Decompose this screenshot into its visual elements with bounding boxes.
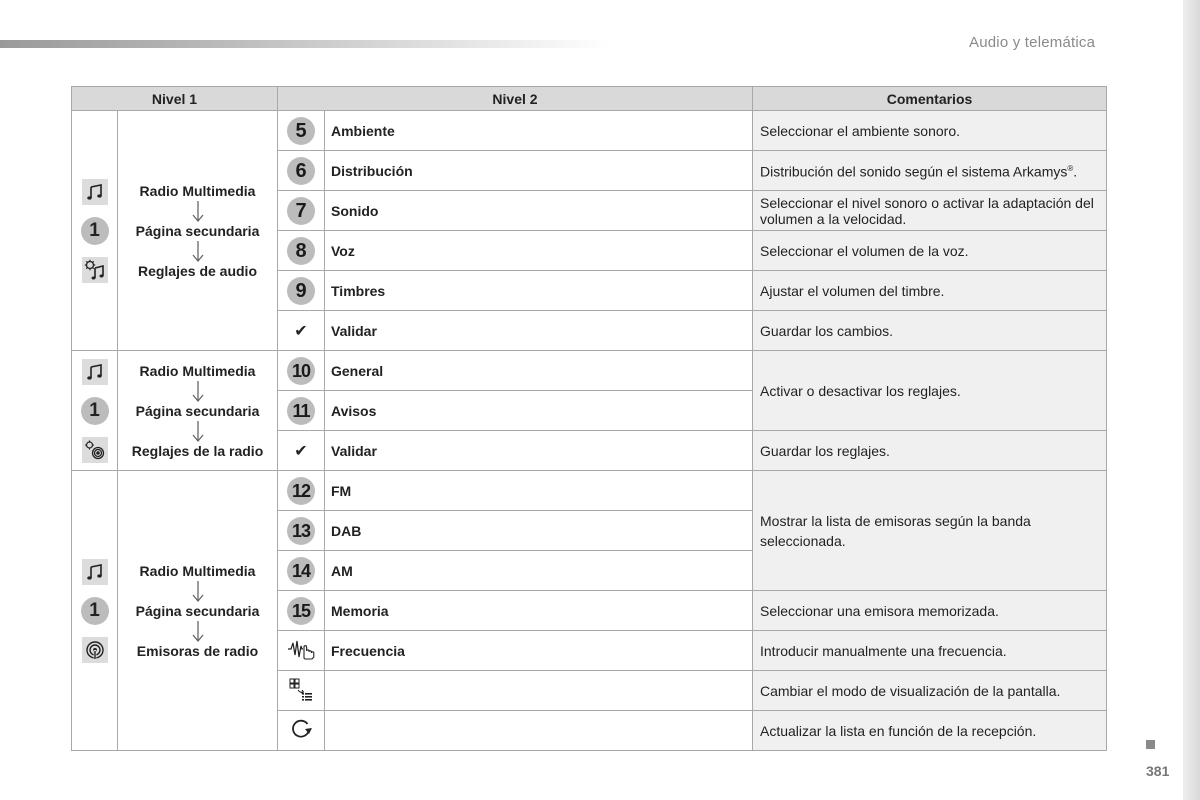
step-number-cell xyxy=(278,151,325,191)
home-button-1-icon: 1 xyxy=(81,397,109,425)
page-edge-bar xyxy=(1183,0,1200,800)
level1-path-cell xyxy=(118,111,278,351)
step-number-cell xyxy=(278,471,325,511)
comment-text: Distribución del sonido según el sistema Arkamys xyxy=(760,163,1068,180)
checkmark-cell xyxy=(278,431,325,471)
comment-cell xyxy=(753,151,1107,191)
table-header-row xyxy=(72,87,1107,111)
checkmark-icon: ✔ xyxy=(294,322,308,340)
level1-path-cell xyxy=(118,471,278,751)
nav-step-pagina-secundaria: Página secundaria xyxy=(135,222,260,239)
header-gradient-bar xyxy=(0,40,610,48)
nav-step-radio-multimedia: Radio Multimedia xyxy=(139,182,256,199)
refresh-icon-cell xyxy=(278,711,325,751)
table-row xyxy=(72,351,1107,391)
step-number-badge: 9 xyxy=(287,277,315,305)
step-number-badge: 7 xyxy=(287,197,315,225)
down-arrow-icon xyxy=(191,619,205,643)
comment-cell: Actualizar la lista en función de la recepción. xyxy=(753,711,1107,751)
menu-item-label: Distribución xyxy=(325,151,753,191)
menu-item-label: Validar xyxy=(325,431,753,471)
step-number-cell xyxy=(278,271,325,311)
home-button-1-icon: 1 xyxy=(81,217,109,245)
nav-step-radio-multimedia: Radio Multimedia xyxy=(139,562,256,579)
step-number-badge: 12 xyxy=(287,477,315,505)
music-note-icon xyxy=(82,559,108,585)
table-row xyxy=(72,111,1107,151)
down-arrow-icon xyxy=(191,379,205,403)
comment-cell: Mostrar la lista de emisoras según la banda seleccionada. xyxy=(753,471,1107,591)
menu-item-label: General xyxy=(325,351,753,391)
comment-cell: Ajustar el volumen del timbre. xyxy=(753,271,1107,311)
menu-item-label: Memoria xyxy=(325,591,753,631)
page-number: 381 xyxy=(1146,763,1170,779)
comment-cell: Activar o desactivar los reglajes. xyxy=(753,351,1107,431)
music-settings-icon xyxy=(82,257,108,283)
checkmark-icon: ✔ xyxy=(294,442,308,460)
step-number-cell xyxy=(278,591,325,631)
menu-item-label-empty xyxy=(325,671,753,711)
menu-item-label: Ambiente xyxy=(325,111,753,151)
nav-step-emisoras-radio: Emisoras de radio xyxy=(136,642,259,659)
home-button-1-icon: 1 xyxy=(81,597,109,625)
radio-station-icon xyxy=(82,637,108,663)
level1-icons-cell xyxy=(72,471,118,751)
page-marker xyxy=(1146,740,1155,749)
step-number-badge: 15 xyxy=(287,597,315,625)
step-number-cell xyxy=(278,551,325,591)
menu-item-label: AM xyxy=(325,551,753,591)
step-number-badge: 11 xyxy=(287,397,315,425)
down-arrow-icon xyxy=(191,419,205,443)
col-header-comentarios: Comentarios xyxy=(753,87,1107,111)
step-number-badge: 5 xyxy=(287,117,315,145)
step-number-badge: 10 xyxy=(287,357,315,385)
nav-step-reglajes-audio: Reglajes de audio xyxy=(137,262,258,279)
frequency-touch-icon xyxy=(287,638,315,660)
comment-cell: Seleccionar una emisora memorizada. xyxy=(753,591,1107,631)
refresh-icon xyxy=(288,716,314,742)
nav-step-radio-multimedia: Radio Multimedia xyxy=(139,362,256,379)
menu-item-label: DAB xyxy=(325,511,753,551)
col-header-nivel2: Nivel 2 xyxy=(278,87,753,111)
menu-item-label: Validar xyxy=(325,311,753,351)
level1-path-cell xyxy=(118,351,278,471)
col-header-nivel1: Nivel 1 xyxy=(72,87,278,111)
step-number-cell xyxy=(278,231,325,271)
level1-icons-cell xyxy=(72,351,118,471)
nav-step-pagina-secundaria: Página secundaria xyxy=(135,402,260,419)
down-arrow-icon xyxy=(191,579,205,603)
down-arrow-icon xyxy=(191,199,205,223)
comment-tail: . xyxy=(1073,163,1078,180)
menu-item-label: Sonido xyxy=(325,191,753,231)
menu-item-label: FM xyxy=(325,471,753,511)
display-mode-icon-cell xyxy=(278,671,325,711)
display-mode-icon xyxy=(288,677,314,701)
level1-icons-cell xyxy=(72,111,118,351)
frequency-icon-cell xyxy=(278,631,325,671)
settings-menu-table xyxy=(71,86,1107,751)
down-arrow-icon xyxy=(191,239,205,263)
comment-cell: Seleccionar el volumen de la voz. xyxy=(753,231,1107,271)
step-number-badge: 14 xyxy=(287,557,315,585)
step-number-badge: 6 xyxy=(287,157,315,185)
comment-cell: Seleccionar el nivel sonoro o activar la adaptación del volumen a la velocidad. xyxy=(753,191,1107,231)
music-note-icon xyxy=(82,359,108,385)
step-number-cell xyxy=(278,511,325,551)
menu-item-label-empty xyxy=(325,711,753,751)
step-number-cell xyxy=(278,111,325,151)
step-number-cell xyxy=(278,391,325,431)
comment-cell: Introducir manualmente una frecuencia. xyxy=(753,631,1107,671)
menu-item-label: Frecuencia xyxy=(325,631,753,671)
step-number-cell xyxy=(278,351,325,391)
music-note-icon xyxy=(82,179,108,205)
nav-step-pagina-secundaria: Página secundaria xyxy=(135,602,260,619)
comment-cell: Seleccionar el ambiente sonoro. xyxy=(753,111,1107,151)
radio-settings-icon xyxy=(82,437,108,463)
registered-mark: ® xyxy=(1067,164,1074,174)
table-row xyxy=(72,471,1107,511)
menu-item-label: Timbres xyxy=(325,271,753,311)
menu-item-label: Avisos xyxy=(325,391,753,431)
comment-cell: Guardar los reglajes. xyxy=(753,431,1107,471)
nav-step-reglajes-radio: Reglajes de la radio xyxy=(131,442,264,459)
comment-cell: Guardar los cambios. xyxy=(753,311,1107,351)
section-title: Audio y telemática xyxy=(969,34,1096,51)
menu-item-label: Voz xyxy=(325,231,753,271)
checkmark-cell xyxy=(278,311,325,351)
comment-cell: Cambiar el modo de visualización de la pantalla. xyxy=(753,671,1107,711)
step-number-cell xyxy=(278,191,325,231)
step-number-badge: 13 xyxy=(287,517,315,545)
step-number-badge: 8 xyxy=(287,237,315,265)
